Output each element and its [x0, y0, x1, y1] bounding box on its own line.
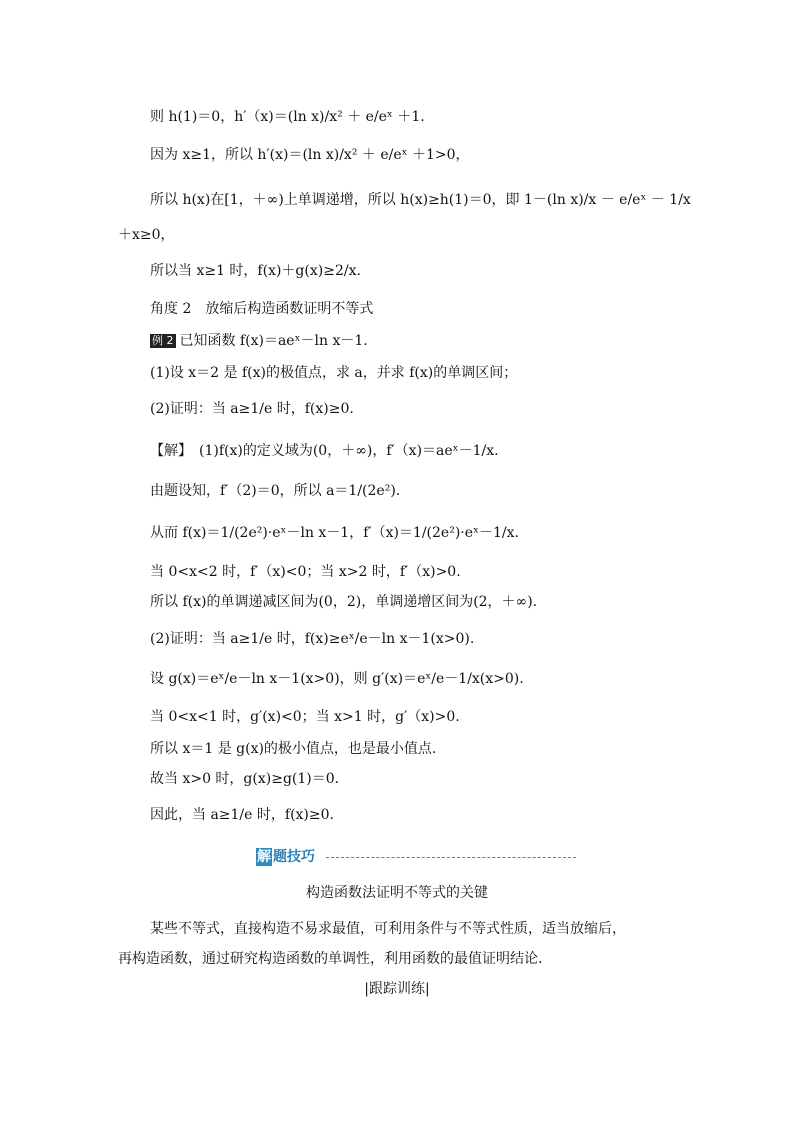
- text-line: 所以当 x≥1 时，f(x)＋g(x)≥2/x.: [150, 263, 361, 279]
- tip-badge-rest: 题技巧: [273, 849, 315, 865]
- tip-banner: [256, 848, 576, 866]
- text-line: 故当 x>0 时，g(x)≥g(1)＝0.: [150, 771, 340, 787]
- tip-title: 构造函数法证明不等式的关键: [306, 885, 488, 901]
- tip-body: 某些不等式，直接构造不易求最值，可利用条件与不等式性质，适当放缩后，: [150, 921, 626, 937]
- tip-badge-first: 解: [257, 849, 271, 865]
- text-line: (2)证明：当 a≥1/e 时，f(x)≥eˣ/e－ln x－1(x>0).: [150, 631, 475, 647]
- example-badge: 例 2: [152, 334, 174, 347]
- text-line: 则 h(1)＝0，h′（x)＝(ln x)/x² ＋ e/eˣ ＋1.: [150, 109, 425, 125]
- example-line: [150, 332, 368, 350]
- text-line: 所以 f(x)的单调递减区间为(0，2)，单调递增区间为(2，＋∞).: [150, 594, 538, 610]
- text-line: 设 g(x)＝eˣ/e－ln x－1(x>0)，则 g′(x)＝eˣ/e－1/x(x>0).: [150, 671, 524, 687]
- text-line: 所以 h(x)在[1，＋∞)上单调递增，所以 h(x)≥h(1)＝0，即 1－(ln x)/x － e/eˣ － 1/x: [150, 192, 691, 208]
- tip-divider: [326, 857, 576, 858]
- solution-line: 【解】 (1)f(x)的定义域为(0，＋∞)，f′（x)＝aeˣ－1/x.: [150, 443, 499, 459]
- text-line: 由题设知，f′（2)＝0，所以 a＝1/(2e²).: [150, 483, 401, 499]
- text-line: ＋x≥0，: [118, 227, 175, 243]
- text-line: 因此，当 a≥1/e 时，f(x)≥0.: [150, 807, 334, 823]
- heading-angle: 角度 2 放缩后构造函数证明不等式: [150, 301, 374, 317]
- text-line: 所以 x＝1 是 g(x)的极小值点，也是最小值点.: [150, 741, 437, 757]
- text-line: 当 0<x<2 时，f′（x)<0；当 x>2 时，f′（x)>0.: [150, 564, 461, 580]
- example-text: 已知函数 f(x)＝aeˣ－ln x－1.: [179, 333, 368, 349]
- text-line: (2)证明：当 a≥1/e 时，f(x)≥0.: [150, 401, 354, 417]
- tip-badge: [256, 848, 315, 866]
- tip-body: 再构造函数，通过研究构造函数的单调性，利用函数的最值证明结论.: [118, 951, 543, 967]
- text-line: 因为 x≥1，所以 h′(x)＝(ln x)/x² ＋ e/eˣ ＋1>0，: [150, 147, 470, 163]
- text-line: (1)设 x＝2 是 f(x)的极值点，求 a，并求 f(x)的单调区间；: [150, 365, 518, 381]
- section-footer: |跟踪训练|: [364, 981, 430, 997]
- text-line: 当 0<x<1 时，g′(x)<0；当 x>1 时，g′（x)>0.: [150, 709, 460, 725]
- text-line: 从而 f(x)＝1/(2e²)·eˣ－ln x－1，f′（x)＝1/(2e²)·eˣ－1/x.: [150, 525, 519, 541]
